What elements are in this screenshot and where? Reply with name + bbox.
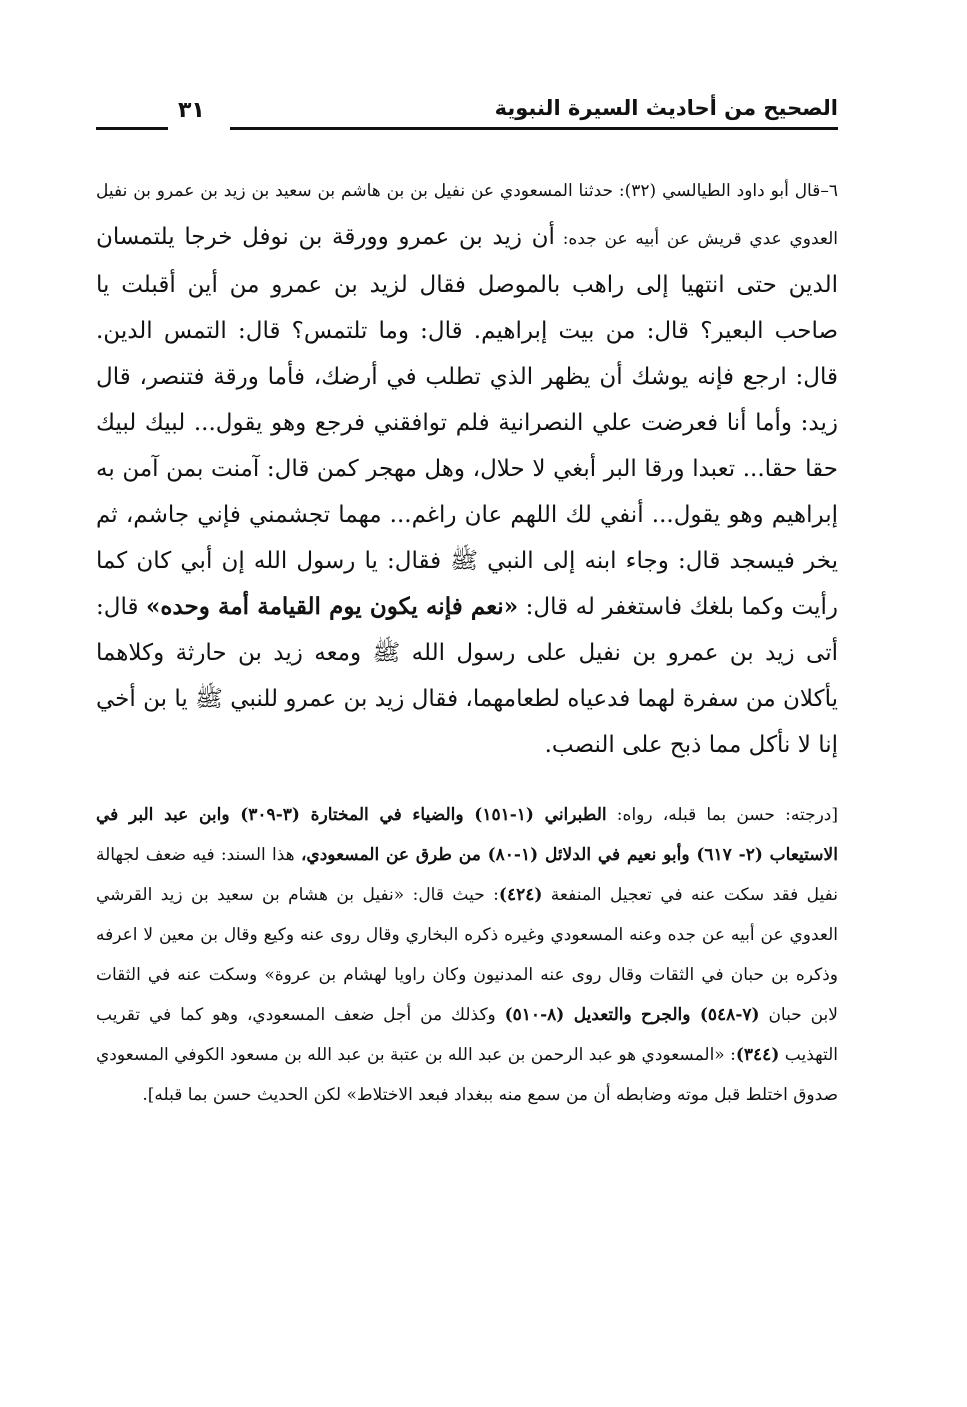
takhrij-text xyxy=(96,795,838,1115)
takhrij-block xyxy=(96,795,838,1115)
header-rule-left xyxy=(96,127,168,130)
takhrij-text-5: : «المسعودي هو عبد الرحمن بن عبد الله بن عتبة بن عبد الله بن مسعود الكوفي المسعودي صدوق اختلط قبل موته وضابطه أن من سمع منه ببغداد فبعد الاختلاط» لكن الحديث حسن بما قبله]. xyxy=(96,1045,838,1105)
page-number: ٣١ xyxy=(178,98,205,123)
takhrij-ref-2: (٧-٥٤٨) والجرح والتعديل (٨-٥١٠) xyxy=(504,1005,760,1025)
page-header xyxy=(96,96,838,136)
hadith-matn-continued: قال: أتى زيد بن عمرو بن نفيل على رسول الله ﷺ ومعه زيد بن حارثة وكلاهما يأكلان من سفرة لهما فدعياه لطعامهما، فقال زيد بن عمرو للنبي ﷺ يا بن أخي إنا لا نأكل مما ذبح على النصب. xyxy=(96,594,838,758)
takhrij-ref-1: (٤٢٤) xyxy=(498,885,543,905)
header-rule-right xyxy=(230,127,838,130)
hadith-block xyxy=(96,168,838,768)
hadith-isnad: ٦–قال أبو داود الطيالسي (٣٢): حدثنا المسعودي عن نفيل بن بن هاشم بن سعيد بن زيد بن عمرو بن نفيل العدوي عدي قريش عن أبيه عن جده: xyxy=(96,181,838,249)
hadith-text xyxy=(96,168,838,768)
takhrij-grade: [درجته: حسن بما قبله، رواه: xyxy=(606,805,838,825)
prophet-saying: «نعم فإنه يكون يوم القيامة أمة وحده» xyxy=(145,593,519,620)
hadith-matn: أن زيد بن عمرو وورقة بن نوفل خرجا يلتمسان الدين حتى انتهيا إلى راهب بالموصل فقال لزيد بن عمرو من أين أقبلت يا صاحب البعير؟ قال: من بيت إبراهيم. قال: وما تلتمس؟ قال: التمس الدين. قال: ارجع فإنه يوشك أن يظهر الذي تطلب في أرضك، فأما ورقة فتنصر، قال زيد: وأما أنا فعرضت علي النصرانية فلم توافقني فرجع وهو يقول... لبيك لبيك حقا حقا... تعبدا ورقا البر أبغي لا حلال، وهل مهجر كمن قال: آمنت بمن آمن به إبراهيم وهو يقول... أنفي لك اللهم عان راغم... مهما تجشمني فإني جاشم، ثم يخر فيسجد قال: وجاء ابنه إلى النبي ﷺ فقال: يا رسول الله إن أبي كان كما رأيت وكما بلغك فاستغفر له قال: xyxy=(96,224,838,620)
takhrij-text-4: وكذلك من أجل ضعف المسعودي، وهو كما في تقريب التهذيب xyxy=(96,1005,838,1065)
takhrij-ref-3: (٣٤٤) xyxy=(735,1045,780,1065)
takhrij-sources: الطبراني (١-١٥١) والضياء في المختارة (٣-٣٠٩) وابن عبد البر في الاستيعاب (٢- ٦١٧) وأبو نعيم في الدلائل (١-٨٠) من طرق عن المسعودي، xyxy=(96,805,838,865)
takhrij-text-3: : حيث قال: «نفيل بن هشام بن سعيد بن زيد القرشي العدوي عن أبيه عن جده وعنه المسعودي وغيره ذكره البخاري وقال روى عنه وكيع وقال بن معين لا اعرفه وذكره بن حبان في الثقات وقال روى عنه المدنيون وكان راويا لهشام بن عروة» وسكت عنه في الثقات لابن حبان xyxy=(96,885,838,1025)
takhrij-text-2: هذا السند: فيه ضعف لجهالة نفيل فقد سكت عنه في تعجيل المنفعة xyxy=(96,845,839,905)
running-title: الصحيح من أحاديث السيرة النبوية xyxy=(494,96,838,120)
